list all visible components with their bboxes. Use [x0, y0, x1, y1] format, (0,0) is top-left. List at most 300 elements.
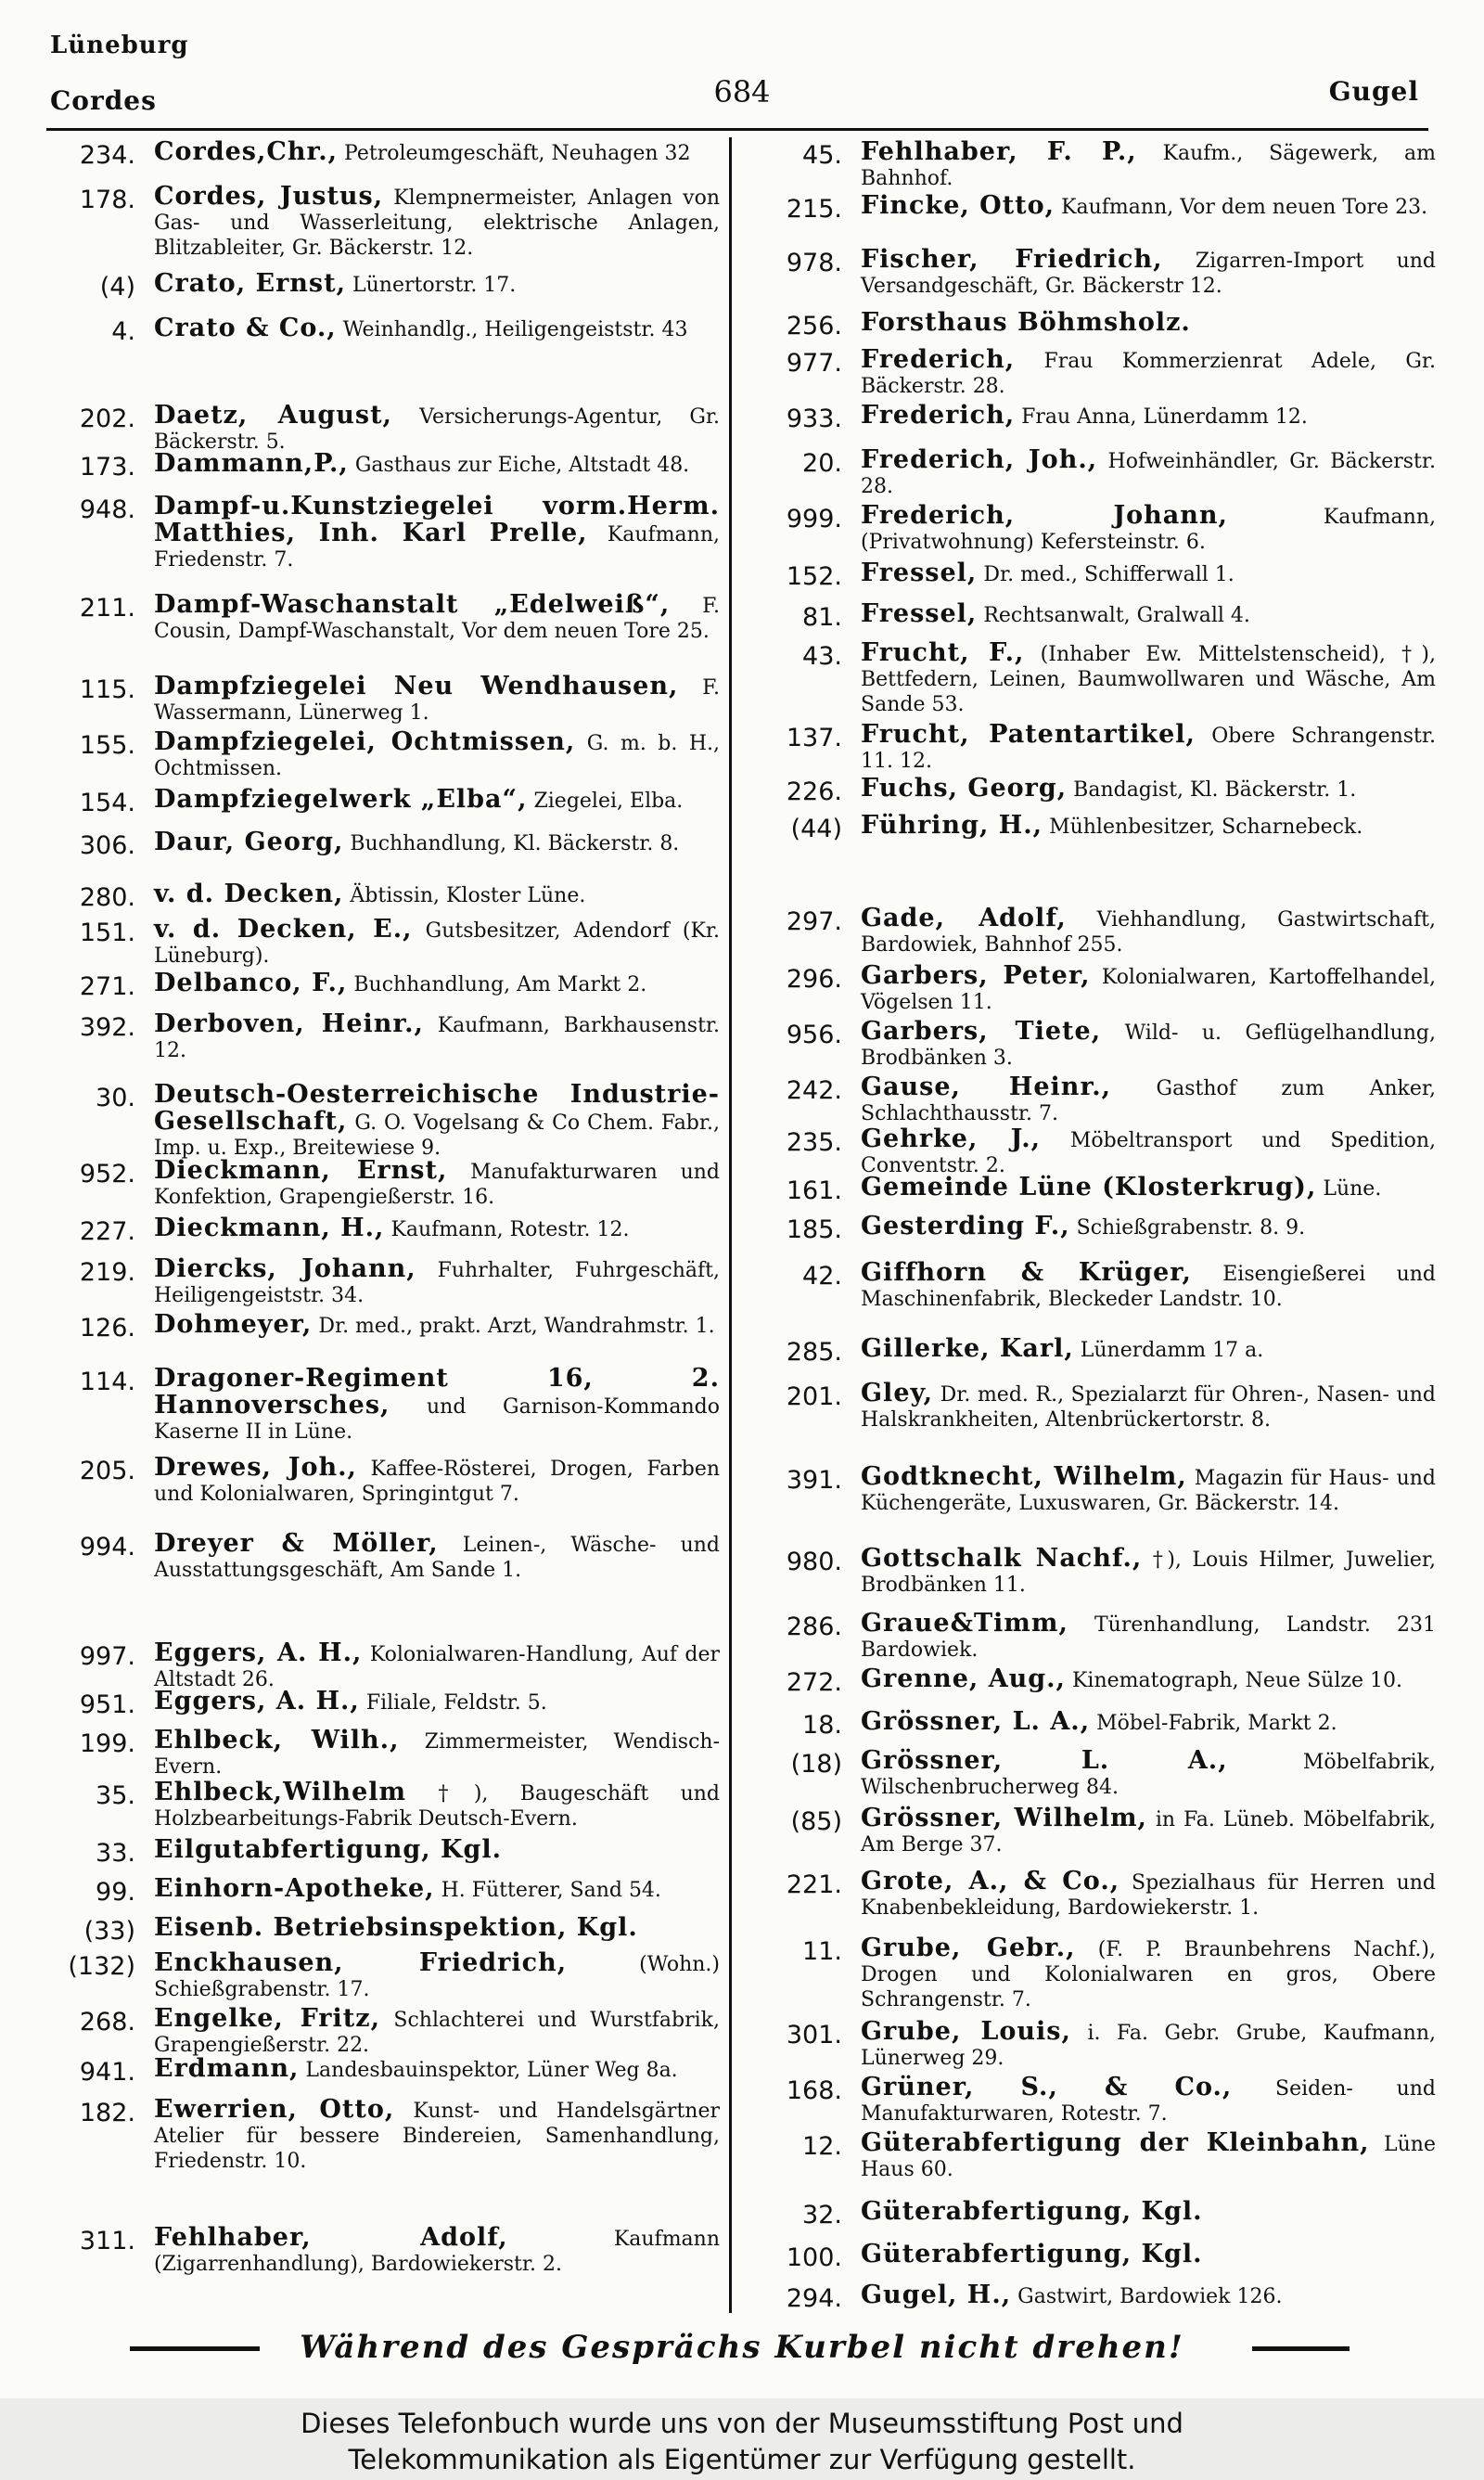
entry-name: Eilgutabfertigung, Kgl.	[154, 1835, 503, 1864]
entry-details: G. O. Vogelsang & Co Chem. Fabr., Imp. u. Exp., Breitewiese 9.	[154, 1112, 720, 1160]
entry-text	[154, 970, 720, 997]
entry-details: Möbelfabrik, Wilschenbrucherweg 84.	[861, 1751, 1436, 1799]
entry-text	[861, 1709, 1436, 1736]
entry-name: Grube, Gebr.,	[861, 1934, 1076, 1962]
entry-details: Dr. med., prakt. Arzt, Wandrahmstr. 1.	[318, 1315, 715, 1338]
entry-details: Gutsbesitzer, Adendorf (Kr. Lüneburg).	[154, 919, 721, 968]
entry-name: Frederich,	[861, 345, 1016, 374]
entry-text	[861, 813, 1436, 840]
entry-details: Gastwirt, Bardowiek 126.	[1017, 2285, 1283, 2308]
entry-details: Spezialhaus für Herren und Knabenbekleidung, Bardowiekerstr. 1.	[861, 1871, 1436, 1920]
header-rule	[46, 128, 1428, 131]
entry-name: Fressel,	[861, 559, 978, 587]
entry-text	[154, 1728, 720, 1780]
entry-number: 301.	[786, 2021, 842, 2050]
entry-number: 32.	[802, 2201, 842, 2229]
entry-number: 296.	[786, 965, 842, 994]
entry-details: H. Fütterer, Sand 54.	[441, 1879, 661, 1902]
entry-name: Dieckmann, H.,	[154, 1214, 385, 1242]
entry-number: 33.	[96, 1839, 135, 1868]
entry-name: Crato & Co.,	[154, 314, 337, 342]
entry-name: Frederich, Johann,	[861, 501, 1228, 530]
entry-name: Grube, Louis,	[861, 2017, 1071, 2046]
entry-name: Führing, H.,	[861, 811, 1043, 840]
entry-details: Kaufmann, Friedenstr. 7.	[154, 523, 720, 572]
entry-text	[861, 447, 1436, 499]
entry-number: 100.	[786, 2243, 842, 2272]
entry-number: (132)	[68, 1952, 135, 1981]
entry-number: 4.	[111, 317, 135, 346]
footer-slogan: Während des Gesprächs Kurbel nicht drehen!	[300, 2329, 1184, 2366]
entry-details: Frau Anna, Lünerdamm 12.	[1021, 405, 1308, 429]
entry-number: 161.	[786, 1176, 842, 1205]
entry-number: 43.	[802, 642, 842, 671]
entry-details: (Wohn.) Schießgrabenstr. 17.	[154, 1953, 721, 2001]
entry-details: Kaufmann (Zigarrenhandlung), Bardowiekerstr. 2.	[154, 2228, 721, 2276]
entry-text	[154, 451, 720, 478]
entry-details: Kinematograph, Neue Sülze 10.	[1071, 1669, 1402, 1692]
entry-number: 256.	[786, 312, 842, 341]
header-city: Lüneburg	[50, 32, 189, 59]
entry-text	[861, 1260, 1436, 1312]
entry-name: Gugel, H.,	[861, 2281, 1012, 2309]
entry-text	[861, 560, 1436, 587]
entry-number: 99.	[96, 1878, 135, 1907]
entry-name: Dampf-u.Kunstziegelei vorm.Herm. Matthies, Inh. Karl Prelle,	[154, 492, 720, 547]
entry-details: Leinen-, Wäsche- und Ausstattungsgeschäft, Am Sande 1.	[154, 1534, 721, 1582]
entry-number: 115.	[79, 675, 135, 704]
entry-text	[861, 2075, 1436, 2127]
entry-number: 151.	[79, 919, 135, 947]
entry-details: Ziegelei, Elba.	[533, 790, 684, 813]
entry-details: Mühlenbesitzer, Scharnebeck.	[1049, 816, 1363, 839]
entry-text	[154, 271, 720, 298]
entry-name: Eggers, A. H.,	[154, 1638, 363, 1667]
entry-number: 215.	[786, 195, 842, 224]
entry-number: 30.	[96, 1084, 135, 1112]
entry-details: Kolonialwaren-Handlung, Auf der Altstadt 26.	[154, 1643, 720, 1691]
entry-number: 952.	[79, 1160, 135, 1189]
credit-banner	[0, 2398, 1484, 2480]
entry-text	[861, 640, 1436, 717]
entry-name: Güterabfertigung der Kleinbahn,	[861, 2128, 1370, 2157]
entry-name: Crato, Ernst,	[154, 269, 346, 298]
entry-number: 311.	[79, 2227, 135, 2255]
entry-details: Lünerdamm 17 a.	[1080, 1339, 1264, 1362]
entry-number: 173.	[79, 453, 135, 482]
entry-number: 211.	[79, 594, 135, 623]
entry-number: 941.	[79, 2058, 135, 2087]
entry-text	[861, 1019, 1436, 1071]
entry-text	[154, 1531, 720, 1583]
entry-number: 20.	[802, 449, 842, 478]
page-number: 684	[713, 74, 771, 109]
entry-text	[861, 1546, 1436, 1598]
entry-name: Eisenb. Betriebsinspektion, Kgl.	[154, 1913, 638, 1942]
entry-text	[861, 1175, 1436, 1201]
entry-number: 202.	[79, 405, 135, 433]
entry-name: Grössner, L. A.,	[861, 1707, 1091, 1736]
entry-name: Grössner, L. A.,	[861, 1746, 1228, 1775]
entry-number: 18.	[802, 1711, 842, 1740]
entry-text	[861, 1126, 1436, 1178]
entry-details: Seiden- und Manufakturwaren, Rotestr. 7.	[861, 2077, 1436, 2126]
entry-number: 306.	[79, 831, 135, 860]
entry-name: Fressel,	[861, 599, 978, 628]
entry-text	[154, 315, 720, 342]
entry-name: Frederich, Joh.,	[861, 445, 1098, 474]
entry-details: Obere Schrangenstr. 11. 12.	[861, 725, 1436, 773]
entry-name: Gesterding F.,	[861, 1212, 1070, 1240]
entry-text	[861, 193, 1436, 220]
entry-name: Fuchs, Georg,	[861, 774, 1068, 803]
entry-name: Dieckmann, Ernst,	[154, 1156, 448, 1185]
entry-details: Wild- u. Geflügelhandlung, Brodbänken 3.	[861, 1022, 1437, 1070]
entry-number: (44)	[790, 815, 842, 843]
entry-details: Kaufmann, Rotestr. 12.	[390, 1218, 630, 1241]
entry-name: Graue&Timm,	[861, 1609, 1068, 1638]
entry-number: 272.	[786, 1668, 842, 1697]
entry-text	[154, 1215, 720, 1242]
entry-text	[861, 2242, 1436, 2268]
entry-text	[154, 184, 720, 261]
credit-line-2: Telekommunikation als Eigentümer zur Verfügung gestellt.	[348, 2444, 1136, 2475]
entry-name: Garbers, Peter,	[861, 961, 1091, 990]
entry-details: Kaufmann, (Privatwohnung) Kefersteinstr. 6.	[861, 506, 1436, 554]
entry-number: 956.	[786, 1021, 842, 1049]
entry-name: Dampfziegelei, Ochtmissen,	[154, 727, 576, 756]
entry-name: Godtknecht, Wilhelm,	[861, 1462, 1187, 1491]
entry-number: 12.	[802, 2132, 842, 2161]
entry-number: 226.	[786, 777, 842, 806]
entry-number: 268.	[79, 2008, 135, 2037]
entry-details: Bandagist, Kl. Bäckerstr. 1.	[1073, 778, 1357, 802]
entry-details: Petroleumgeschäft, Neuhagen 32	[344, 142, 691, 165]
entry-text	[154, 1876, 720, 1903]
entry-details: F. Cousin, Dampf-Waschanstalt, Vor dem neuen Tore 25.	[154, 595, 720, 643]
entry-text	[861, 1805, 1436, 1857]
entry-number: 114.	[79, 1368, 135, 1396]
entry-number: 280.	[79, 883, 135, 912]
entry-number: 126.	[79, 1314, 135, 1343]
entry-number: 155.	[79, 731, 135, 760]
entry-name: Grote, A., & Co.,	[861, 1867, 1120, 1895]
entry-text	[154, 787, 720, 814]
entry-name: Gause, Heinr.,	[861, 1073, 1111, 1101]
entry-text	[861, 601, 1436, 628]
entry-details: Dr. med. R., Spezialarzt für Ohren-, Nasen- und Halskrankheiten, Altenbrückertorstr. 8.	[861, 1383, 1436, 1432]
entry-details: Magazin für Haus- und Küchengeräte, Luxuswaren, Gr. Bäckerstr. 14.	[861, 1467, 1437, 1515]
entry-name: Dammann,P.,	[154, 449, 349, 478]
entry-details: Fuhrhalter, Fuhrgeschäft, Heiligengeiststr. 34.	[154, 1259, 720, 1307]
entry-name: Dohmeyer,	[154, 1310, 313, 1339]
entry-details: Klempnermeister, Anlagen von Gas- und Wasserleitung, elektrische Anlagen, Blitzableiter, Gr. Bäckerstr. 12.	[154, 186, 721, 260]
entry-details: Kaufmann, Barkhausenstr. 12.	[154, 1014, 721, 1062]
entry-details: (Inhaber Ew. Mittelstenscheid), †), Bettfedern, Leinen, Baumwollwaren und Wäsche, Am Sande 53.	[861, 643, 1436, 716]
entry-name: Drewes, Joh.,	[154, 1453, 357, 1482]
entry-number: 285.	[786, 1338, 842, 1367]
entry-name: Gemeinde Lüne (Klosterkrug),	[861, 1173, 1317, 1201]
entry-name: Cordes,Chr.,	[154, 137, 339, 166]
entry-number: 35.	[96, 1781, 135, 1810]
footer-rule-right	[1252, 2346, 1350, 2351]
entry-text	[861, 776, 1436, 803]
entry-name: Dampfziegelei Neu Wendhausen,	[154, 672, 679, 700]
entry-text	[861, 1611, 1436, 1663]
entry-details: in Fa. Lüneb. Möbelfabrik, Am Berge 37.	[861, 1808, 1436, 1857]
entry-number: 977.	[786, 349, 842, 378]
entry-text	[861, 2019, 1436, 2071]
entry-text	[861, 1869, 1436, 1921]
entry-text	[154, 2097, 720, 2174]
entry-text	[154, 1082, 720, 1161]
entry-text	[154, 2006, 720, 2058]
entry-number: 997.	[79, 1642, 135, 1671]
entry-details: †), Baugeschäft und Holzbearbeitungs-Fabrik Deutsch-Evern.	[154, 1782, 720, 1831]
entry-number: 182.	[79, 2099, 135, 2127]
entry-details: Frau Kommerzienrat Adele, Gr. Bäckerstr. 28.	[861, 350, 1436, 398]
entry-text	[154, 2225, 720, 2277]
entry-text	[861, 963, 1436, 1015]
entry-number: 201.	[786, 1382, 842, 1411]
entry-number: 297.	[786, 907, 842, 936]
entry-name: Grüner, S., & Co.,	[861, 2073, 1233, 2101]
entry-name: Fischer, Friedrich,	[861, 245, 1163, 274]
entry-details: Weinhandlg., Heiligengeiststr. 43	[342, 318, 688, 341]
entry-text	[861, 1464, 1436, 1516]
entry-details: Schießgrabenstr. 8. 9.	[1076, 1216, 1306, 1240]
entry-number: 154.	[79, 789, 135, 817]
entry-details: Möbeltransport und Spedition, Conventstr. 2.	[861, 1129, 1436, 1177]
entry-number: 242.	[786, 1076, 842, 1105]
entry-text	[154, 1256, 720, 1308]
entry-text	[861, 1935, 1436, 2012]
entry-details: Kolonialwaren, Kartoffelhandel, Vögelsen 11.	[861, 966, 1436, 1014]
entry-text	[154, 674, 720, 726]
entry-name: Erdmann,	[154, 2054, 300, 2083]
entry-number: 391.	[786, 1466, 842, 1495]
entry-number: 392.	[79, 1013, 135, 1042]
entry-name: Fehlhaber, F. P.,	[861, 137, 1137, 166]
entry-number: 999.	[786, 505, 842, 533]
entry-number: 168.	[786, 2076, 842, 2105]
entry-text	[861, 906, 1436, 957]
entry-number: 81.	[802, 603, 842, 632]
entry-text	[154, 881, 720, 908]
entry-text	[154, 494, 720, 572]
entry-number: 227.	[79, 1217, 135, 1246]
entry-number: (33)	[83, 1917, 135, 1946]
entry-number: 271.	[79, 972, 135, 1001]
entry-text	[154, 1689, 720, 1715]
entry-name: Eggers, A. H.,	[154, 1687, 360, 1715]
entry-details: G. m. b. H., Ochtmissen.	[154, 732, 720, 780]
entry-details: Rechtsanwalt, Gralwall 4.	[983, 604, 1250, 627]
entry-name: Güterabfertigung, Kgl.	[861, 2197, 1203, 2226]
entry-number: 948.	[79, 495, 135, 524]
entry-name: Deutsch-Oesterreichische Industrie-Gesellschaft,	[154, 1080, 720, 1136]
entry-number: 152.	[786, 562, 842, 591]
entry-text	[154, 1915, 720, 1942]
entry-name: Gillerke, Karl,	[861, 1334, 1074, 1363]
entry-details: Eisengießerei und Maschinenfabrik, Bleckeder Landstr. 10.	[861, 1263, 1436, 1311]
entry-name: Grössner, Wilhelm,	[861, 1804, 1147, 1832]
entry-details: †), Louis Hilmer, Juwelier, Brodbänken 11.	[861, 1548, 1436, 1597]
entry-number: 199.	[79, 1729, 135, 1758]
entry-details: Buchhandlung, Am Markt 2.	[353, 973, 647, 996]
entry-text	[861, 347, 1436, 399]
entry-name: Garbers, Tiete,	[861, 1017, 1102, 1046]
entry-name: Fincke, Otto,	[861, 191, 1055, 220]
entry-number: 178.	[79, 186, 135, 214]
entry-name: Derboven, Heinr.,	[154, 1009, 424, 1038]
entry-name: Frucht, F.,	[861, 638, 1025, 667]
entry-text	[861, 503, 1436, 555]
entry-number: 11.	[802, 1937, 842, 1966]
entry-details: Türenhandlung, Landstr. 231 Bardowiek.	[861, 1613, 1436, 1662]
entry-text	[861, 139, 1436, 191]
entry-name: Fehlhaber, Adolf,	[154, 2223, 508, 2252]
entry-details: (F. P. Braunbehrens Nachf.), Drogen und Kolonialwaren en gros, Obere Schrangenstr. 7.	[861, 1938, 1436, 2011]
entry-name: Enckhausen, Friedrich,	[154, 1948, 568, 1977]
entry-details: Möbel-Fabrik, Markt 2.	[1096, 1712, 1337, 1735]
entry-name: Ewerrien, Otto,	[154, 2095, 395, 2124]
entry-text	[154, 1312, 720, 1339]
entry-details: Äbtissin, Kloster Lüne.	[350, 884, 586, 907]
entry-name: Daetz, August,	[154, 401, 392, 430]
entry-details: Kaffee-Rösterei, Drogen, Farben und Kolonialwaren, Springintgut 7.	[154, 1458, 721, 1506]
entry-text	[861, 2282, 1436, 2309]
entry-number: 219.	[79, 1258, 135, 1287]
entry-text	[154, 592, 720, 644]
entry-name: Daur, Georg,	[154, 828, 344, 856]
entry-text	[861, 403, 1436, 430]
entry-name: Einhorn-Apotheke,	[154, 1874, 435, 1903]
entry-name: Ehlbeck,Wilhelm	[154, 1778, 407, 1806]
entry-number: 205.	[79, 1457, 135, 1485]
entry-number: 980.	[786, 1548, 842, 1576]
entry-details: Hofweinhändler, Gr. Bäckerstr. 28.	[861, 450, 1436, 498]
entry-number: 185.	[786, 1215, 842, 1244]
entry-text	[861, 1381, 1436, 1433]
entry-number: 234.	[79, 141, 135, 170]
entry-name: Dragoner-Regiment 16, 2. Hannoversches,	[154, 1364, 720, 1420]
entry-name: Cordes, Justus,	[154, 182, 384, 211]
entry-name: Frederich,	[861, 401, 1016, 430]
entry-text	[861, 1336, 1436, 1363]
entry-details: Landesbauinspektor, Lüner Weg 8a.	[305, 2059, 678, 2082]
entry-name: Gottschalk Nachf.,	[861, 1544, 1143, 1573]
entry-name: Gehrke, J.,	[861, 1124, 1042, 1153]
entry-details: Buchhandlung, Kl. Bäckerstr. 8.	[350, 832, 680, 855]
entry-number: (85)	[790, 1807, 842, 1836]
entry-name: Frucht, Patentartikel,	[861, 720, 1196, 749]
entry-name: v. d. Decken, E.,	[154, 915, 413, 944]
entry-number: 294.	[786, 2284, 842, 2313]
entry-name: Gade, Adolf,	[861, 904, 1067, 932]
entry-text	[861, 310, 1436, 337]
entry-name: Dreyer & Möller,	[154, 1529, 439, 1558]
entry-text	[154, 1780, 720, 1831]
entry-details: Kaufm., Sägewerk, am Bahnhof.	[861, 142, 1436, 190]
entry-name: Giffhorn & Krüger,	[861, 1258, 1192, 1287]
entry-name: Dampfziegelwerk „Elba“,	[154, 785, 528, 814]
entry-text	[154, 1837, 720, 1864]
entry-text	[154, 1455, 720, 1507]
entry-text	[154, 1158, 720, 1210]
entry-text	[861, 2130, 1436, 2182]
entry-name: Engelke, Fritz,	[154, 2004, 380, 2033]
entry-details: Manufakturwaren und Konfektion, Grapengießerstr. 16.	[154, 1161, 720, 1209]
entry-text	[861, 1666, 1436, 1693]
entry-text	[154, 139, 720, 166]
entry-number: 933.	[786, 405, 842, 433]
entry-details: i. Fa. Gebr. Grube, Kaufmann, Lünerweg 29.	[861, 2022, 1436, 2070]
entry-text	[154, 1640, 720, 1692]
column-divider	[729, 137, 732, 2313]
entry-details: Viehhandlung, Gastwirtschaft, Bardowiek, Bahnhof 255.	[861, 908, 1436, 957]
entry-number: 137.	[786, 724, 842, 752]
entry-text	[154, 1950, 720, 2002]
entry-text	[861, 1074, 1436, 1126]
credit-line-1: Dieses Telefonbuch wurde uns von der Museumsstiftung Post und	[301, 2408, 1183, 2439]
entry-number: 221.	[786, 1870, 842, 1899]
entry-number: 45.	[802, 141, 842, 170]
entry-name: Forsthaus Böhmsholz.	[861, 308, 1191, 337]
entry-details: Versicherungs-Agentur, Gr. Bäckerstr. 5.	[154, 405, 721, 454]
entry-name: Grenne, Aug.,	[861, 1664, 1066, 1693]
entry-details: Zigarren-Import und Versandgeschäft, Gr. Bäckerstr 12.	[861, 250, 1437, 298]
entry-text	[154, 729, 720, 781]
entry-name: Ehlbeck, Wilh.,	[154, 1726, 400, 1754]
entry-details: Gasthof zum Anker, Schlachthausstr. 7.	[861, 1077, 1436, 1125]
entry-number: 951.	[79, 1690, 135, 1719]
entry-name: Gley,	[861, 1379, 933, 1407]
entry-details: Lüne.	[1323, 1177, 1382, 1201]
entry-details: Lünertorstr. 17.	[352, 274, 517, 297]
header-first-name: Cordes	[50, 85, 157, 116]
entry-details: Filiale, Feldstr. 5.	[365, 1691, 547, 1715]
entry-name: Güterabfertigung, Kgl.	[861, 2240, 1203, 2268]
entry-number: 235.	[786, 1128, 842, 1157]
entry-details: Lüne Haus 60.	[861, 2133, 1436, 2181]
entry-name: Delbanco, F.,	[154, 969, 348, 997]
entry-number: 286.	[786, 1613, 842, 1641]
entry-number: (4)	[99, 273, 135, 302]
entry-text	[154, 403, 720, 455]
entry-text	[861, 1748, 1436, 1800]
entry-text	[154, 1011, 720, 1063]
entry-name: Dampf-Waschanstalt „Edelweiß“,	[154, 590, 671, 619]
entry-number: 994.	[79, 1533, 135, 1561]
entry-name: Diercks, Johann,	[154, 1254, 416, 1283]
entry-text	[154, 1366, 720, 1445]
entry-details: Kaufmann, Vor dem neuen Tore 23.	[1061, 196, 1428, 219]
entry-text	[154, 829, 720, 856]
header-last-name: Gugel	[1328, 76, 1419, 107]
entry-text	[154, 2056, 720, 2083]
entry-details: Kunst- und Handelsgärtner Atelier für bessere Bindereien, Samenhandlung, Friedenstr. 10.	[154, 2100, 720, 2173]
entry-details: und Garnison-Kommando Kaserne II in Lüne.	[154, 1395, 720, 1444]
entry-number: (18)	[790, 1750, 842, 1779]
entry-text	[861, 2199, 1436, 2226]
entry-details: Gasthaus zur Eiche, Altstadt 48.	[354, 454, 690, 477]
entry-text	[861, 722, 1436, 774]
entry-details: Schlachterei und Wurstfabrik, Grapengießerstr. 22.	[154, 2009, 721, 2057]
entry-details: Zimmermeister, Wendisch-Evern.	[154, 1730, 720, 1779]
entry-text	[861, 1214, 1436, 1240]
entry-text	[861, 247, 1436, 299]
